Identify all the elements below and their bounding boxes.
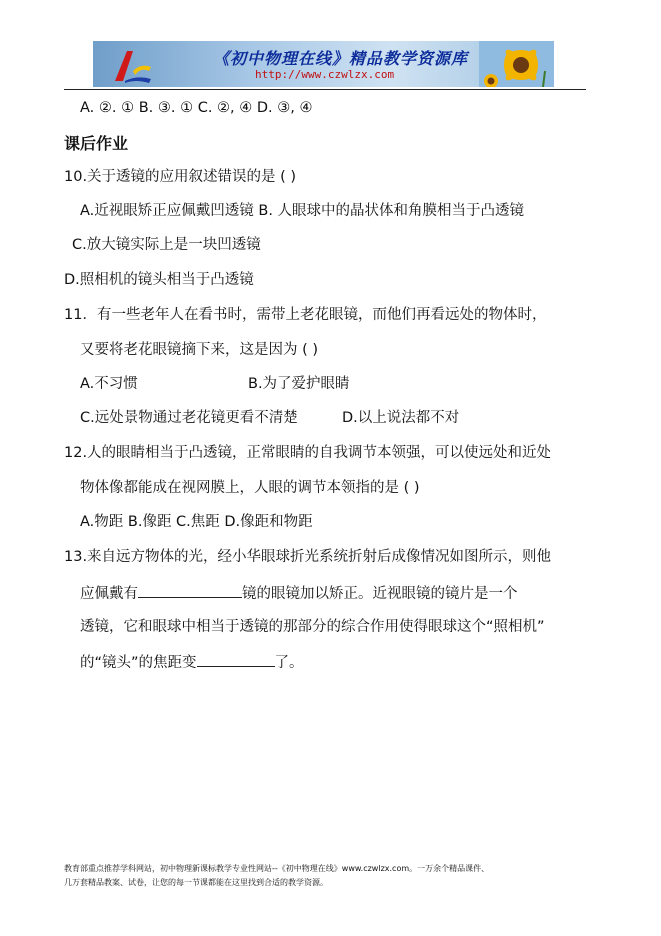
q13-line3: 透镜，它和眼球中相当于透镜的那部分的综合作用使得眼球这个“照相机” xyxy=(80,619,545,635)
footer-line2: 几万套精品教案、试卷，让您的每一节课都能在这里找到合适的教学资源。 xyxy=(64,878,328,887)
site-title: 《初中物理在线》精品教学资源库 xyxy=(213,49,469,68)
q13-line4-post: 了。 xyxy=(274,655,304,671)
q13-line2-post: 镜的眼镜加以矫正。近视眼镜的镜片是一个 xyxy=(242,586,518,602)
q10-option-c: C.放大镜实际上是一块凹透镜 xyxy=(72,237,261,253)
q9-options: A. ②. ① B. ③. ① C. ②, ④ D. ③, ④ xyxy=(80,100,313,116)
q13-line4-pre: 的“镜头”的焦距变 xyxy=(80,655,197,671)
q10-options-ab: A.近视眼矫正应佩戴凹透镜 B. 人眼球中的晶状体和角膜相当于凸透镜 xyxy=(80,203,525,219)
q10-stem: 10.关于透镜的应用叙述错误的是 ( ) xyxy=(64,169,297,185)
q11-option-c: C.远处景物通过老花镜更看不清楚 xyxy=(80,410,298,426)
q11-stem-line2: 又要将老花眼镜摘下来，这是因为 ( ) xyxy=(80,342,319,358)
q13-line1: 13.来自远方物体的光，经小华眼球折光系统折射后成像情况如图所示，则他 xyxy=(64,549,552,565)
q13-blank-1[interactable] xyxy=(138,582,242,598)
q10-option-d: D.照相机的镜头相当于凸透镜 xyxy=(64,272,254,288)
q12-stem-line1: 12.人的眼睛相当于凸透镜，正常眼睛的自我调节本领强，可以使远处和近处 xyxy=(64,445,552,461)
header-banner xyxy=(93,41,554,87)
q13-blank-2[interactable] xyxy=(197,651,275,667)
q11-option-b: B.为了爱护眼睛 xyxy=(248,376,350,392)
section-title: 课后作业 xyxy=(64,134,129,153)
sunflower-icon xyxy=(479,41,554,87)
site-url[interactable]: http://www.czwlzx.com xyxy=(255,68,395,81)
q11-stem-line1: 11．有一些老年人在看书时，需带上老花眼镜，而他们再看远处的物体时， xyxy=(64,307,547,323)
q11-option-d: D.以上说法都不对 xyxy=(342,410,460,426)
q13-line4 xyxy=(80,651,304,673)
footer-line1: 教育部重点推荐学科网站，初中物理新课标教学专业性网站--《初中物理在线》www.czwlzx.com。一万余个精品课件、 xyxy=(64,864,490,873)
q13-line2-pre: 应佩戴有 xyxy=(80,586,138,602)
site-logo-icon xyxy=(107,45,155,85)
q12-stem-line2: 物体像都能成在视网膜上，人眼的调节本领指的是 ( ) xyxy=(80,480,420,496)
q11-option-a: A.不习惯 xyxy=(80,376,138,392)
header-divider xyxy=(64,89,586,90)
q13-line2 xyxy=(80,582,518,604)
q12-options: A.物距 B.像距 C.焦距 D.像距和物距 xyxy=(80,514,313,530)
